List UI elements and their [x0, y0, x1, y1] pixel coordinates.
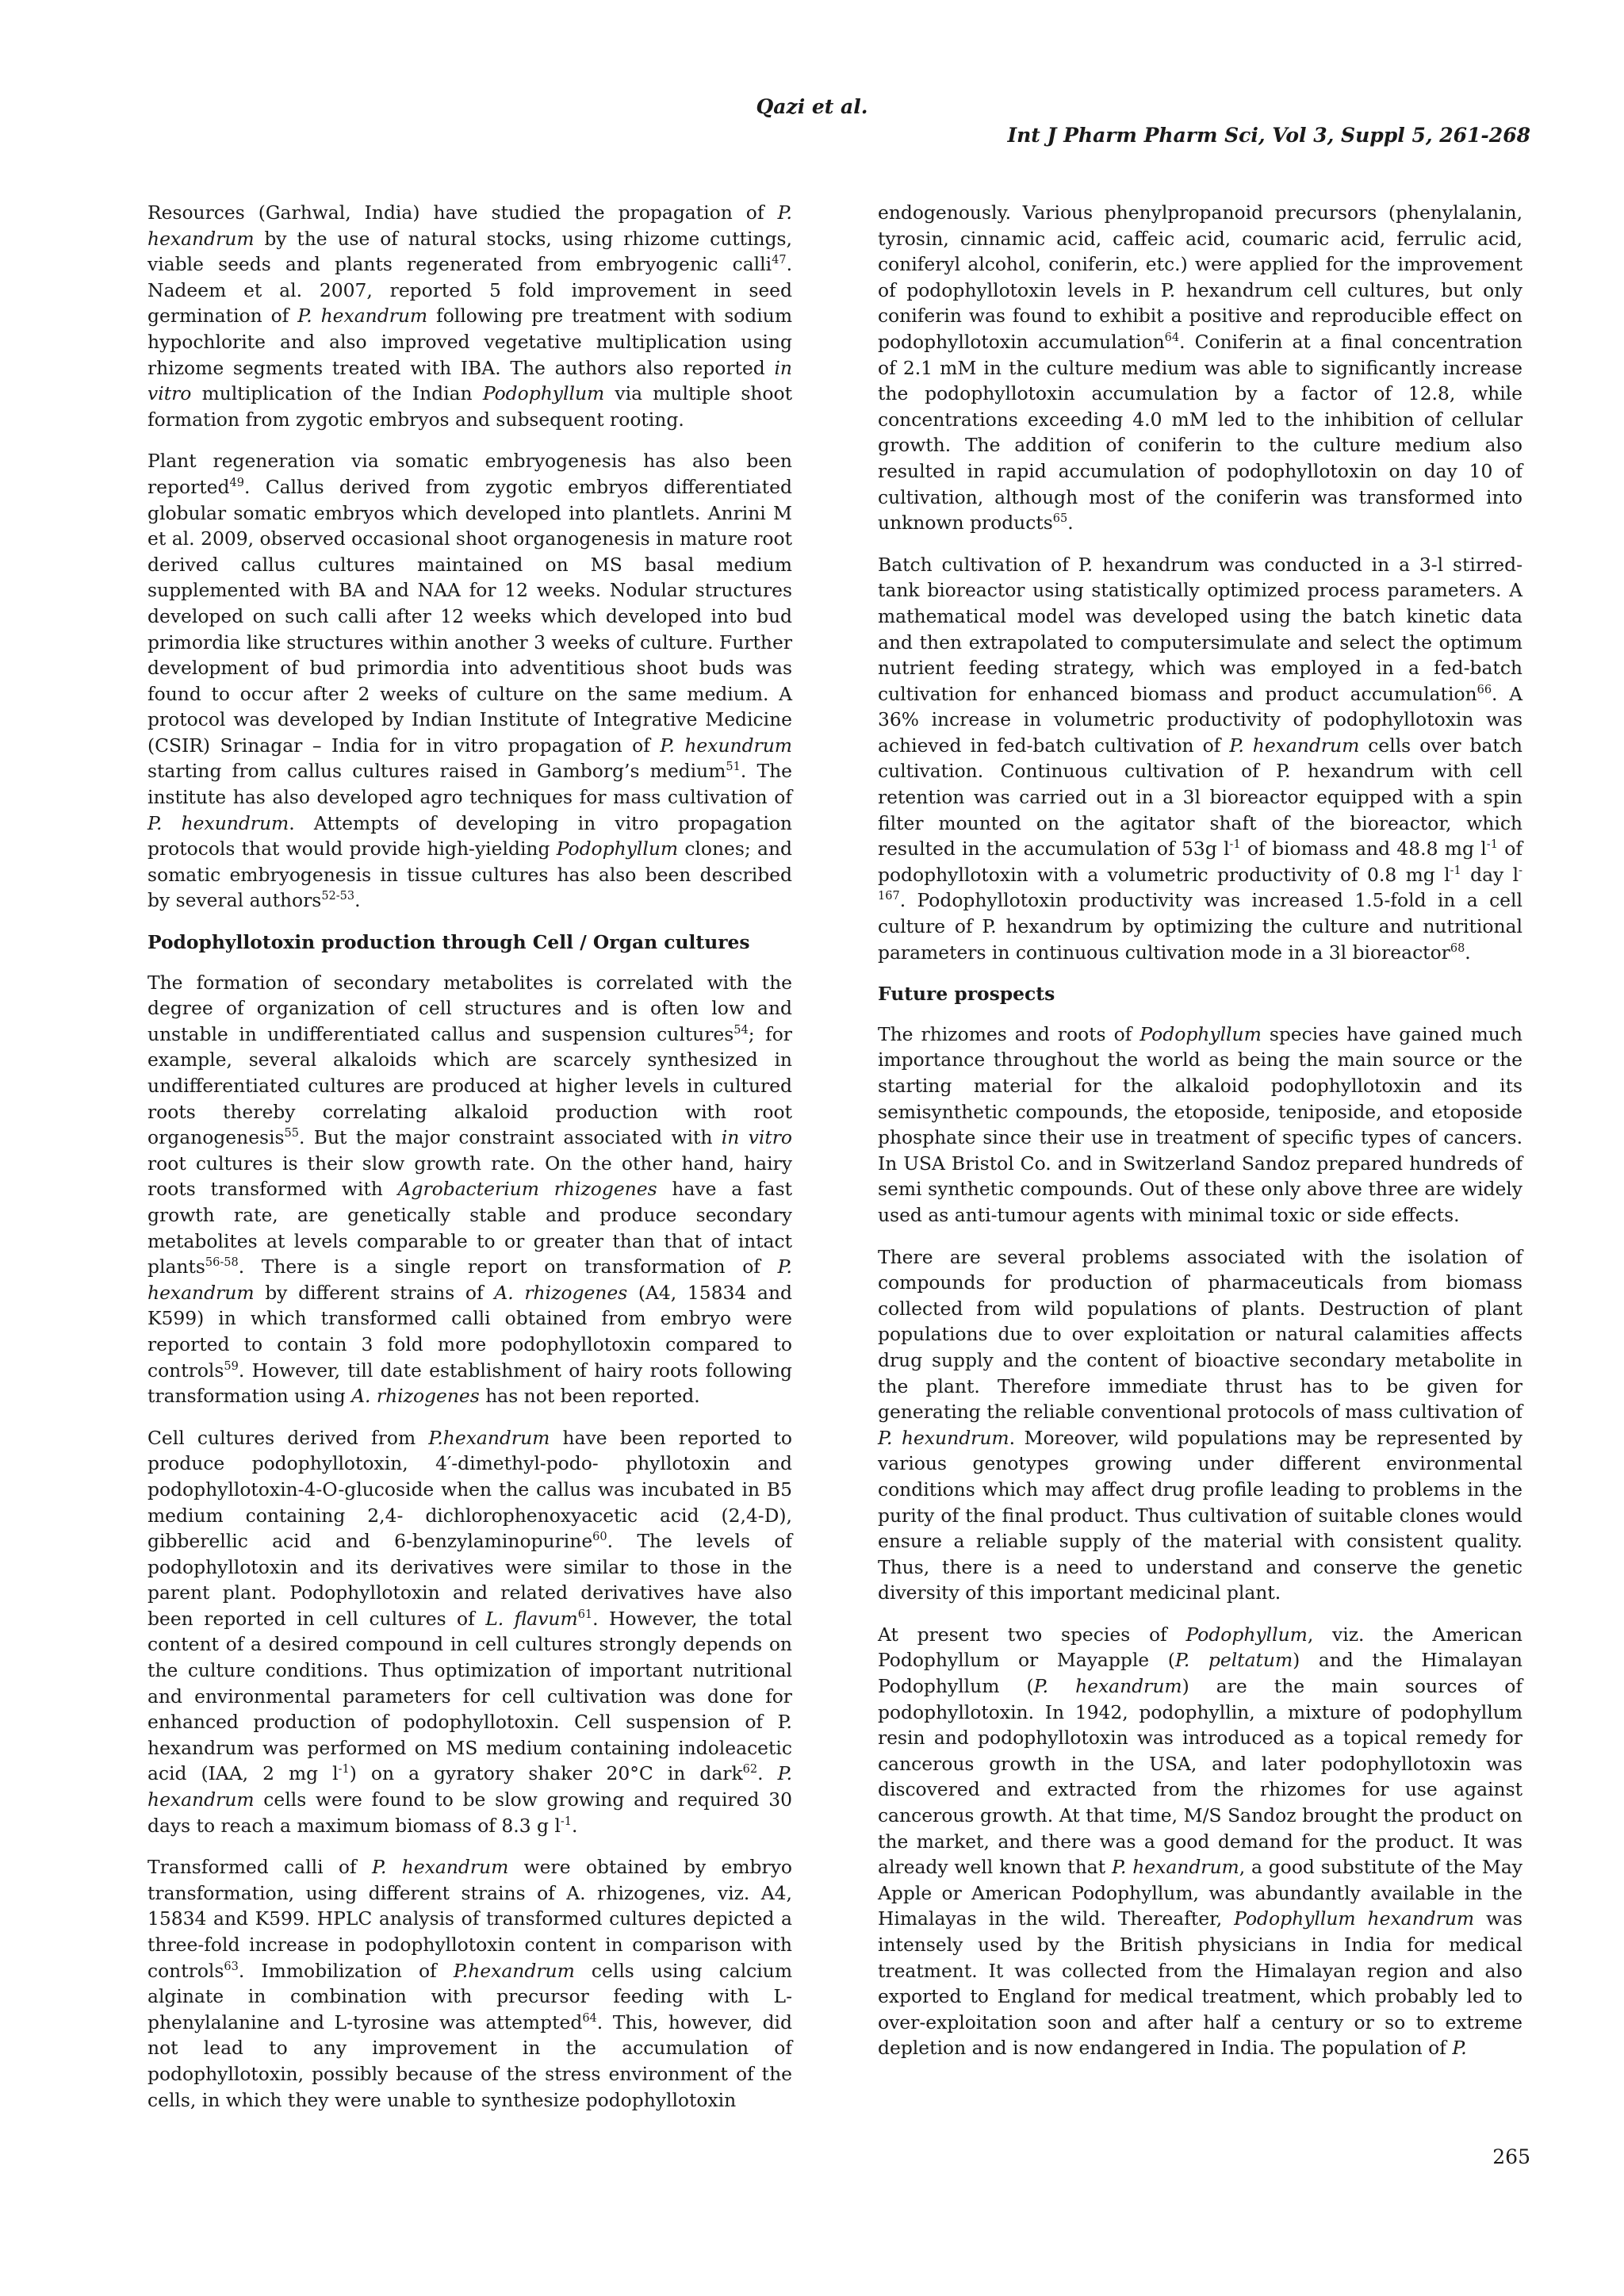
text-run: , a good substitute of the May Apple or American Podophyllum, was abundantly available in the Himalayas in the wild. Thereafter, [878, 1856, 1522, 1930]
italic-text: P.hexandrum [453, 1959, 575, 1982]
section-heading: Future prospects [878, 983, 1055, 1006]
text-run: Plant regeneration via somatic embryogenesis has also been reported [147, 450, 792, 498]
citation-superscript: 66 [1477, 683, 1492, 696]
citation-superscript: 54 [733, 1024, 749, 1037]
citation-superscript: 47 [772, 254, 787, 267]
text-run: ) on a gyratory shaker 20°C in dark [349, 1762, 743, 1785]
paragraph [147, 1854, 792, 2113]
citation-superscript: 59 [224, 1359, 239, 1373]
text-run: via multiple shoot formation from zygotic embryos and subsequent rooting. [147, 382, 792, 431]
left-column [147, 200, 792, 2129]
text-run: have a fast growth rate, are genetically stable and produce secondary metabolites at levels comparable to or greater than that of intact plants [147, 1178, 792, 1278]
text-run: . However, the total content of a desired compound in cell cultures strongly depends on the culture conditions. Thus optimization of important nutritional and environmental parameters for cell cultivation was done for enhanced production of podophyllotoxin. Cell suspension of P. hexandrum was performed on MS medium containing indoleacetic acid (IAA, 2 mg l [147, 1607, 792, 1785]
text-run: . But the major constraint associated with [299, 1126, 722, 1149]
citation-superscript: -1 [1450, 864, 1461, 878]
italic-text: A. rhizogenes [351, 1385, 480, 1408]
text-run: of podophyllotoxin with a volumetric productivity of 0.8 mg l [878, 838, 1522, 886]
text-run: . [572, 1814, 578, 1837]
text-run: . Immobilization of [238, 1959, 454, 1982]
text-run: . Podophyllotoxin productivity was increased 1.5-fold in a cell culture of P. hexandrum by optimizing the culture and nutritional parameters in continuous cultivation mode in a 3l bioreactor [878, 889, 1522, 964]
italic-text: P. peltatum [1174, 1649, 1293, 1672]
text-run: At present two species of [878, 1623, 1186, 1646]
italic-text: P. hexandrum [1033, 1675, 1182, 1698]
text-run: was intensely used by the British physicians in India for medical treatment. It was collected from the Himalayan region and also exported to England for medical treatment, which probably led to over-exploitation soon and after half a century or so to extreme depletion and is now endangered in India. The population of [878, 1907, 1522, 2060]
citation-superscript: - [1519, 864, 1522, 878]
text-run: Transformed calli of [147, 1856, 372, 1879]
italic-text: L. flavum [485, 1607, 578, 1630]
text-run: cells using calcium alginate in combination with precursor feeding with L-phenylalanine and L-tyrosine was attempted [147, 1959, 792, 2033]
text-run: There are several problems associated with the isolation of compounds for production of pharmaceuticals from biomass collected from wild populations of plants. Destruction of plant populations due to over exploitation or natural calamities affects drug supply and the content of bioactive secondary metabolite in the plant. Therefore immediate thrust has to be given for generating the reliable conventional protocols of mass cultivation of [878, 1245, 1522, 1424]
paragraph [878, 1622, 1522, 2061]
running-header-author: Qazi et al. [756, 95, 868, 118]
text-run: . [1067, 512, 1074, 535]
citation-superscript: 49 [229, 477, 244, 490]
text-run: have been reported to produce podophyllotoxin, 4′-dimethyl-podo- phyllotoxin and podophyllotoxin-4-O-glucoside when the callus was incubated in B5 medium containing 2,4- dichlorophenoxyacetic acid (2,4-D), gibberellic acid and 6-benzylaminopurine [147, 1426, 792, 1553]
paragraph [147, 200, 792, 432]
text-run: . Coniferin at a final concentration of 2.1 mM in the culture medium was able to significantly increase the podophyllotoxin accumulation by a factor of 12.8, while concentrations exceeding 4.0 mM led to the inhibition of cellular growth. The addition of coniferin to the culture medium also resulted in rapid accumulation of podophyllotoxin on day 10 of cultivation, although most of the coniferin was transformed into unknown products [878, 330, 1522, 535]
citation-superscript: 51 [726, 761, 741, 774]
text-run: The formation of secondary metabolites is correlated with the degree of organization of cell structures and is often low and unstable in undifferentiated callus and suspension cultures [147, 971, 792, 1045]
text-run: multiplication of the Indian [191, 382, 483, 405]
italic-text: P. hexandrum [1111, 1856, 1239, 1879]
page-number: 265 [1492, 2145, 1530, 2168]
citation-superscript: 60 [592, 1531, 607, 1544]
italic-text: Podophyllum [482, 382, 605, 405]
text-run: clones; and somatic embryogenesis in tissue cultures has also been described by several authors [147, 838, 792, 912]
paragraph [878, 1022, 1522, 1228]
italic-text: P. [1452, 2037, 1467, 2060]
paragraph [147, 1425, 792, 1839]
text-run: Resources (Garhwal, India) have studied the propagation of [147, 201, 778, 224]
text-run: endogenously. Various phenylpropanoid precursors (phenylalanin, tyrosin, cinnamic acid, caffeic acid, coumaric acid, ferrulic acid, coniferyl alcohol, coniferin, etc.) were applied for the improvement of podophyllotoxin levels in P. hexandrum cell cultures, but only coniferin was found to exhibit a positive and reproducible effect on podophyllotoxin accumulation [878, 201, 1522, 353]
citation-superscript: 64 [1164, 332, 1180, 345]
text-run: . [757, 1762, 778, 1785]
paragraph [878, 200, 1522, 536]
text-run: (A4, 15834 and K599) in which transformed calli obtained from embryo were reported to contain 3 fold more podophyllotoxin compared to controls [147, 1281, 792, 1382]
citation-superscript: 167 [878, 890, 900, 903]
italic-text: P.hexandrum [428, 1426, 550, 1449]
text-run: . Callus derived from zygotic embryos differentiated globular somatic embryos which developed into plantlets. Anrini M et al. 2009, observed occasional shoot organogenesis in mature root derived callus cultures maintained on MS basal medium supplemented with BA and NAA for 12 weeks. Nodular structures developed on such calli after 12 weeks which developed into bud primordia like structures within another 3 weeks of culture. Further development of bud primordia into adventitious shoot buds was found to occur after 2 weeks of culture on the same medium. A protocol was developed by Indian Institute of Integrative Medicine (CSIR) Srinagar – India for in vitro propagation of [147, 475, 792, 757]
text-run: Cell cultures derived from [147, 1426, 429, 1449]
text-run: root cultures is their slow growth rate. On the other hand, hairy roots transformed with [147, 1152, 792, 1201]
italic-text: Podophyllum [1139, 1022, 1262, 1045]
text-run: ) and the Himalayan Podophyllum ( [878, 1649, 1522, 1698]
italic-text: P. hexandrum [1229, 734, 1360, 757]
text-run: starting from callus cultures raised in Gamborg’s medium [147, 760, 726, 783]
text-run: Batch cultivation of P. hexandrum was conducted in a 3-l stirred-tank bioreactor using statistically optimized process parameters. A mathematical model was developed using the batch kinetic data and then extrapolated to computersimulate and select the optimum nutrient feeding strategy, which was employed in a fed-batch cultivation for enhanced biomass and product accumulation [878, 553, 1522, 705]
italic-text: P. hexandrum [147, 201, 792, 250]
citation-superscript: 62 [742, 1763, 758, 1777]
italic-text: Podophyllum hexandrum [1234, 1907, 1475, 1930]
text-run: . Moreover, wild populations may be represented by various genotypes growing under different environmental conditions which may affect drug profile leading to problems in the purity of the final product. Thus cultivation of suitable clones would ensure a reliable supply of the material with consistent quality. Thus, there is a need to understand and conserve the genetic diversity of this important medicinal plant. [878, 1426, 1522, 1604]
running-header-journal: Int J Pharm Pharm Sci, Vol 3, Suppl 5, 261-268 [1007, 124, 1530, 147]
text-run: cells over batch cultivation. Continuous cultivation of P. hexandrum with cell retention was carried out in a 3l bioreactor equipped with a spin filter mounted on the agitator shaft of the bioreactor, which resulted in the accumulation of 53g l [878, 734, 1522, 861]
italic-text: P. hexandrum [372, 1856, 509, 1879]
text-run: , viz. the American Podophyllum or Mayapple ( [878, 1623, 1522, 1672]
text-run: The rhizomes and roots of [878, 1022, 1140, 1045]
italic-text: A. rhizogenes [494, 1281, 628, 1304]
text-run: . The levels of podophyllotoxin and its derivatives were similar to those in the parent plant. Podophyllotoxin and related derivatives have also been reported in cell cultures of [147, 1530, 792, 1630]
italic-text: P. hexundrum [147, 811, 289, 834]
italic-text: Podophyllum [1185, 1623, 1308, 1646]
paragraph [147, 448, 792, 914]
text-run: . This, however, did not lead to any improvement in the accumulation of podophyllotoxin, possibly because of the stress environment of the cells, in which they were unable to synthesize podophyllotoxin [147, 2010, 792, 2111]
citation-superscript: -1 [560, 1815, 573, 1828]
section-heading: Podophyllotoxin production through Cell / Organ cultures [147, 931, 750, 954]
citation-superscript: 63 [224, 1960, 239, 1973]
text-run: . [354, 889, 361, 912]
right-column [878, 200, 1522, 2077]
italic-text: in vitro [147, 356, 792, 405]
text-run: . Nadeem et al. 2007, reported 5 fold improvement in seed germination of [147, 253, 792, 328]
text-run: ) are the main sources of podophyllotoxin. In 1942, podophyllin, a mixture of podophyllum resin and podophyllotoxin was introduced as a topical remedy for cancerous growth in the USA, and later podophyllotoxin was discovered and extracted from the rhizomes for use against cancerous growth. At that time, M/S Sandoz brought the product on the market, and there was a good demand for the product. It was already well known that [878, 1675, 1522, 1879]
paragraph [878, 1244, 1522, 1606]
italic-text: P. hexandrum [147, 1762, 793, 1811]
text-run: ; for example, several alkaloids which are scarcely synthesized in undifferentiated cultures are produced at higher levels in cultured roots thereby correlating alkaloid production with root organogenesis [147, 1022, 792, 1149]
text-run: of biomass and 48.8 mg l [1240, 838, 1487, 861]
italic-text: P. hexandrum [297, 305, 428, 328]
text-run: cells were found to be slow growing and required 30 days to reach a maximum biomass of 8.3 g l [147, 1788, 792, 1837]
text-run: by different strains of [254, 1281, 495, 1304]
paragraph [878, 552, 1522, 966]
italic-text: P. hexundrum [878, 1426, 1009, 1449]
citation-superscript: 55 [284, 1127, 299, 1140]
text-run: following pre treatment with sodium hypochlorite and also improved vegetative multiplication using rhizome segments treated with IBA. The authors also reported [147, 305, 793, 379]
italic-text: in vitro [721, 1126, 792, 1149]
text-run: species have gained much importance throughout the world as being the main source or the starting material for the alkaloid podophyllotoxin and its semisynthetic compounds, the etoposide, teniposide, and etoposide phosphate since their use in treatment of specific types of cancers. In USA Bristol Co. and in Switzerland Sandoz prepared hundreds of semi synthetic compounds. Out of these only above three are widely used as anti-tumour agents with minimal toxic or side effects. [878, 1022, 1522, 1226]
italic-text: Agrobacterium rhizogenes [397, 1178, 657, 1201]
citation-superscript: -1 [1486, 838, 1498, 852]
text-run: by the use of natural stocks, using rhizome cuttings, viable seeds and plants regenerated from embryogenic calli [147, 227, 792, 276]
text-run: . Attempts of developing in vitro propagation protocols that would provide high-yielding [147, 811, 792, 861]
text-run: day l [1461, 863, 1519, 886]
text-run: . [1465, 941, 1471, 964]
citation-superscript: 52-53 [321, 890, 355, 903]
text-run: . A 36% increase in volumetric productivity of podophyllotoxin was achieved in fed-batch cultivation of [878, 682, 1522, 757]
italic-text: P. hexandrum [147, 1255, 792, 1304]
text-run: were obtained by embryo transformation, using different strains of A. rhizogenes, viz. A4, 15834 and K599. HPLC analysis of transformed cultures depicted a three-fold increase in podophyllotoxin content in comparison with controls [147, 1856, 793, 1982]
text-run: . There is a single report on transformation of [238, 1255, 778, 1278]
citation-superscript: 65 [1052, 512, 1068, 526]
text-run: . The institute has also developed agro techniques for mass cultivation of [147, 760, 792, 809]
citation-superscript: 56-58 [205, 1256, 239, 1270]
citation-superscript: 61 [577, 1608, 593, 1622]
citation-superscript: 68 [1450, 941, 1465, 955]
italic-text: Podophyllum [556, 838, 679, 861]
paragraph [147, 970, 792, 1409]
citation-superscript: -1 [338, 1763, 350, 1777]
text-run: has not been reported. [479, 1385, 700, 1408]
citation-superscript: -1 [1229, 838, 1241, 852]
citation-superscript: 64 [582, 2011, 597, 2025]
text-run: . However, till date establishment of hairy roots following transformation using [147, 1359, 792, 1408]
italic-text: P. hexundrum [660, 734, 792, 757]
